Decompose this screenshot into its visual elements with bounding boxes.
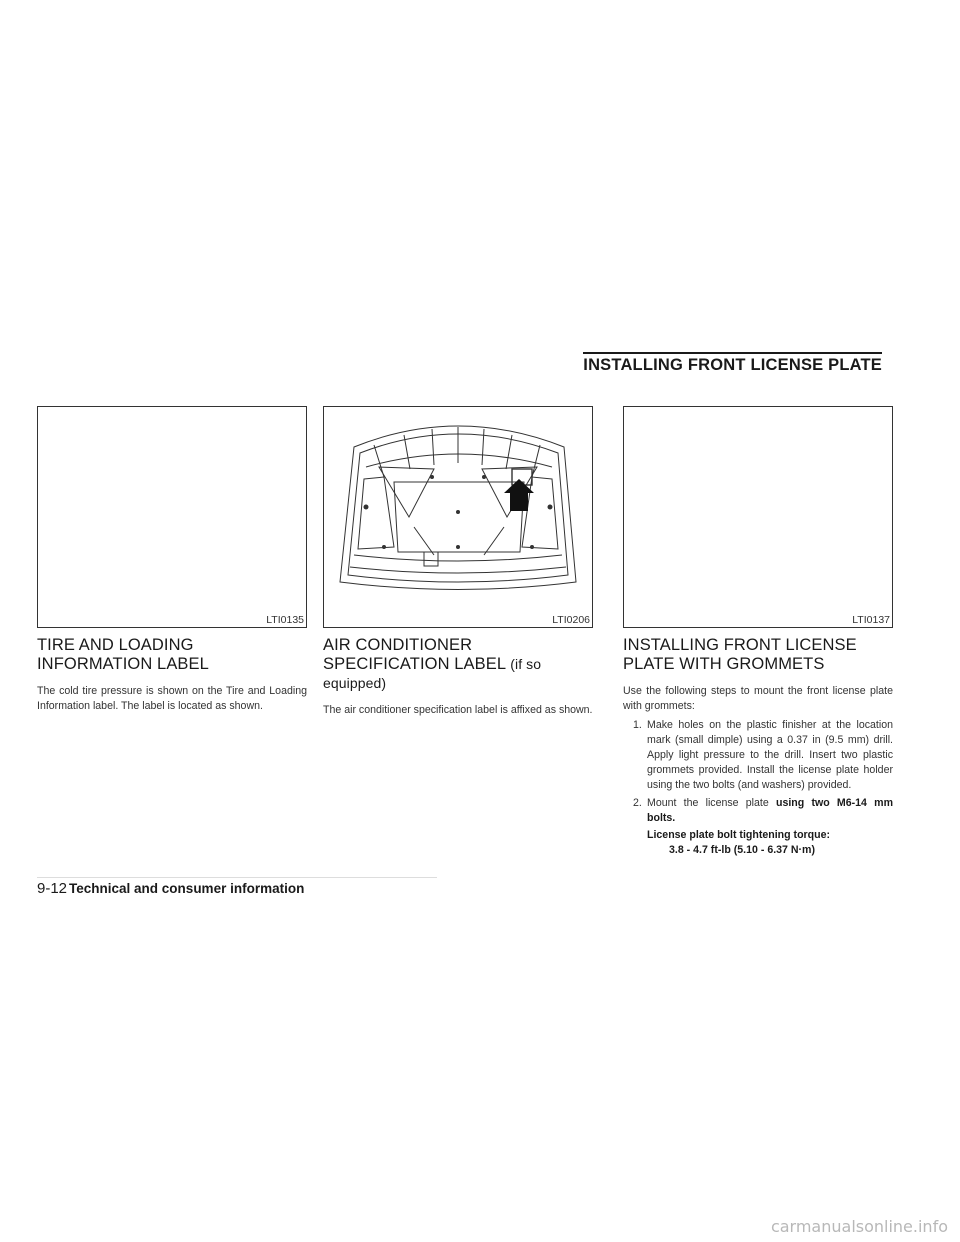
watermark: carmanualsonline.info bbox=[770, 1217, 948, 1236]
heading-ac-main: AIR CONDITIONER SPECIFICATION LABEL bbox=[323, 636, 506, 673]
page-footer bbox=[37, 877, 437, 897]
heading-ac-suffix: (if so equipped) bbox=[323, 656, 542, 691]
figure-license-plate bbox=[623, 406, 893, 628]
hood-illustration bbox=[324, 407, 592, 627]
column-license-plate bbox=[623, 406, 893, 858]
figure-code: LTI0137 bbox=[852, 614, 890, 626]
heading-ac-spec bbox=[323, 636, 593, 693]
torque-label: License plate bolt tightening torque: bbox=[647, 829, 831, 841]
footer-title: Technical and consumer information bbox=[69, 881, 305, 896]
torque-value: 3.8 - 4.7 ft-lb (5.10 - 6.37 N·m) bbox=[669, 844, 816, 856]
figure-tire-label bbox=[37, 406, 307, 628]
page-number: 9-12 bbox=[37, 880, 68, 897]
torque-spec bbox=[623, 828, 893, 858]
body-ac-spec: The air conditioner specification label is affixed as shown. bbox=[323, 704, 593, 716]
body-tire-loading: The cold tire pressure is shown on the Tire and Loading Information label. The label is located as shown. bbox=[37, 685, 307, 712]
steps-list bbox=[623, 718, 893, 826]
figure-code: LTI0206 bbox=[552, 614, 590, 626]
heading-tire-loading: TIRE AND LOADING INFORMATION LABEL bbox=[37, 636, 209, 673]
column-tire-label bbox=[37, 406, 307, 714]
figure-hood-underside bbox=[323, 406, 593, 628]
figure-code: LTI0135 bbox=[266, 614, 304, 626]
step-2: 2. Mount the license plate using two M6-14 mm bolts. bbox=[633, 797, 893, 824]
step-1: 1. Make holes on the plastic finisher at the location mark (small dimple) using a 0.37 in (9.5 mm) drill. Apply light pressure to the drill. Insert two plastic grommets provided. Install the license plate holder using the two bolts (and washers) provided. bbox=[633, 719, 893, 791]
section-title: INSTALLING FRONT LICENSE PLATE bbox=[583, 352, 882, 375]
column-ac-label bbox=[323, 406, 593, 718]
intro-license-plate: Use the following steps to mount the front license plate with grommets: bbox=[623, 685, 893, 712]
heading-license-plate: INSTALLING FRONT LICENSE PLATE WITH GROMMETS bbox=[623, 636, 857, 673]
